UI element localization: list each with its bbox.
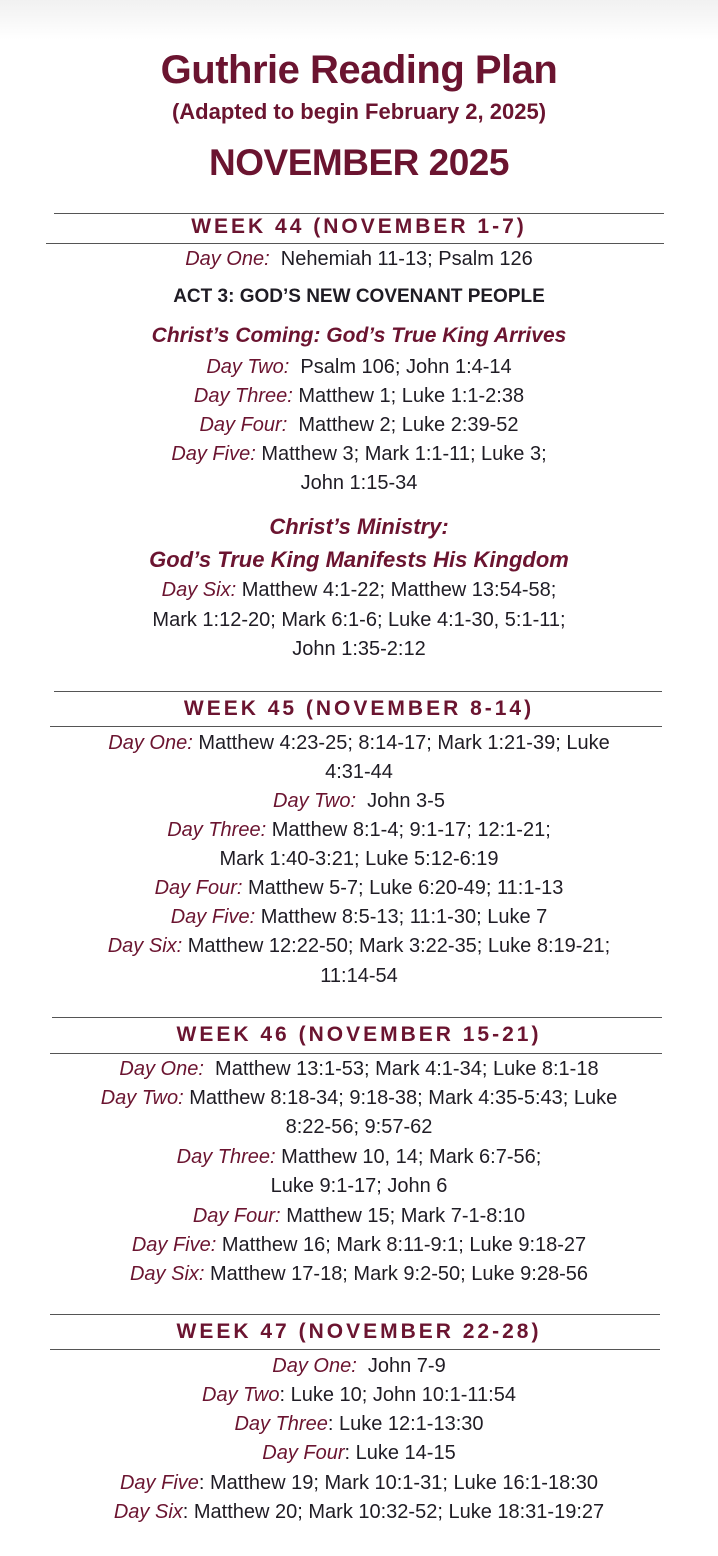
reading-text: : Luke 14-15 [344,1442,456,1464]
day-label: Day Three: [167,819,267,841]
week-44-day-five [0,442,718,466]
week-44-day-five-cont: John 1:15-34 [300,472,418,494]
week-46-day-two [0,1086,718,1110]
day-label: Day Three [234,1413,328,1435]
page-subtitle: (Adapted to begin February 2, 2025) [171,99,547,124]
day-label: Day Six [113,1501,183,1523]
divider [54,213,664,214]
day-label: Day Three: [176,1146,276,1168]
week-46-day-five [0,1233,718,1257]
divider [50,1314,660,1315]
week-46-day-three [0,1145,718,1169]
week-45-day-three [0,818,718,842]
day-label: Day Five: [170,906,256,928]
reading-text: : Matthew 19; Mark 10:1-31; Luke 16:1-18:30 [198,1472,599,1494]
week-44-day-six-cont: Mark 1:12-20; Mark 6:1-6; Luke 4:1-30, 5:1-11; [152,609,566,631]
top-fade [0,0,718,40]
day-label: Day Two: [273,790,356,812]
reading-text: Psalm 106; John 1:4-14 [300,356,512,378]
reading-text: Matthew 8:1-4; 9:1-17; 12:1-21; [271,819,551,841]
day-label: Day Two [202,1384,280,1406]
day-label: Day Three: [193,385,293,407]
day-label: Day One: [119,1058,204,1080]
week-45-day-six-cont: 11:14-54 [320,965,398,987]
day-label: Day Four: [154,877,243,899]
week-47-heading: WEEK 47 (NOVEMBER 22-28) [176,1320,542,1343]
section-heading: Christ’s Coming: God’s True King Arrives [151,324,567,347]
reading-text: Matthew 2; Luke 2:39-52 [298,414,519,436]
reading-text: Matthew 1; Luke 1:1-2:38 [298,385,525,407]
day-label: Day Five: [131,1234,217,1256]
week-47-day-four [0,1441,718,1465]
divider [46,243,664,244]
day-label: Day Six: [129,1263,205,1285]
week-44-day-four [0,413,718,437]
divider [50,726,662,727]
reading-text: Matthew 16; Mark 8:11-9:1; Luke 9:18-27 [221,1234,587,1256]
day-label: Day Four: [192,1205,281,1227]
reading-text: Matthew 3; Mark 1:1-11; Luke 3; [261,443,547,465]
week-44-day-two [0,355,718,379]
week-47-day-three [0,1412,718,1436]
week-45-day-four [0,876,718,900]
day-label: Day Five [119,1472,199,1494]
reading-text: Matthew 5-7; Luke 6:20-49; 11:1-13 [247,877,564,899]
reading-text: : Luke 12:1-13:30 [327,1413,484,1435]
reading-text: Nehemiah 11-13; Psalm 126 [280,248,533,270]
week-46-day-three-cont: Luke 9:1-17; John 6 [270,1175,448,1197]
day-label: Day One: [185,248,270,270]
reading-text: Matthew 12:22-50; Mark 3:22-35; Luke 8:19-21; [187,935,611,957]
week-45-day-five [0,905,718,929]
week-47-day-one [0,1354,718,1378]
reading-text: Matthew 8:5-13; 11:1-30; Luke 7 [260,906,548,928]
month-heading: NOVEMBER 2025 [209,142,509,183]
week-45-heading: WEEK 45 (NOVEMBER 8-14) [183,697,535,720]
reading-text: Matthew 13:1-53; Mark 4:1-34; Luke 8:1-18 [215,1058,599,1080]
week-46-day-two-cont: 8:22-56; 9:57-62 [285,1116,433,1138]
reading-text: : Matthew 20; Mark 10:32-52; Luke 18:31-19:27 [182,1501,605,1523]
week-44-day-six [0,578,718,602]
day-label: Day Five: [171,443,256,465]
day-label: Day Six: [107,935,183,957]
week-45-day-one-cont: 4:31-44 [325,761,393,783]
week-44-day-one [0,247,718,271]
day-label: Day One: [272,1355,357,1377]
week-45-day-two [0,789,718,813]
divider [54,691,662,692]
week-46-day-six [0,1262,718,1286]
reading-text: Matthew 17-18; Mark 9:2-50; Luke 9:28-56 [210,1263,589,1285]
week-47-day-two [0,1383,718,1407]
week-47-day-six [0,1500,718,1524]
page-title: Guthrie Reading Plan [160,48,558,92]
day-label: Day Four: [199,414,288,436]
divider [50,1053,662,1054]
week-45-day-six [0,934,718,958]
week-45-day-three-cont: Mark 1:40-3:21; Luke 5:12-6:19 [219,848,499,870]
reading-text: Matthew 4:23-25; 8:14-17; Mark 1:21-39; Luke [198,732,610,754]
act-heading: ACT 3: GOD’S NEW COVENANT PEOPLE [173,286,545,307]
week-45-day-one [0,731,718,755]
week-44-day-three [0,384,718,408]
day-label: Day Two: [100,1087,184,1109]
day-label: Day One: [108,732,193,754]
reading-text: Matthew 4:1-22; Matthew 13:54-58; [241,579,557,601]
reading-text: Matthew 10, 14; Mark 6:7-56; [281,1146,542,1168]
divider [50,1349,660,1350]
week-44-day-six-cont: John 1:35-2:12 [292,638,426,660]
section-heading: God’s True King Manifests His Kingdom [149,547,569,572]
divider [52,1017,662,1018]
reading-text: Matthew 15; Mark 7-1-8:10 [286,1205,526,1227]
week-44-heading: WEEK 44 (NOVEMBER 1-7) [191,215,527,238]
reading-text: Matthew 8:18-34; 9:18-38; Mark 4:35-5:43; Luke [189,1087,618,1109]
day-label: Day Four [262,1442,345,1464]
day-label: Day Six: [161,579,237,601]
day-label: Day Two: [206,356,290,378]
reading-text: : Luke 10; John 10:1-11:54 [279,1384,516,1406]
week-47-day-five [0,1471,718,1495]
week-46-day-one [0,1057,718,1081]
reading-text: John 7-9 [367,1355,446,1377]
reading-text: John 3-5 [367,790,445,812]
section-heading: Christ’s Ministry: [269,514,449,539]
week-46-heading: WEEK 46 (NOVEMBER 15-21) [176,1023,542,1046]
week-46-day-four [0,1204,718,1228]
